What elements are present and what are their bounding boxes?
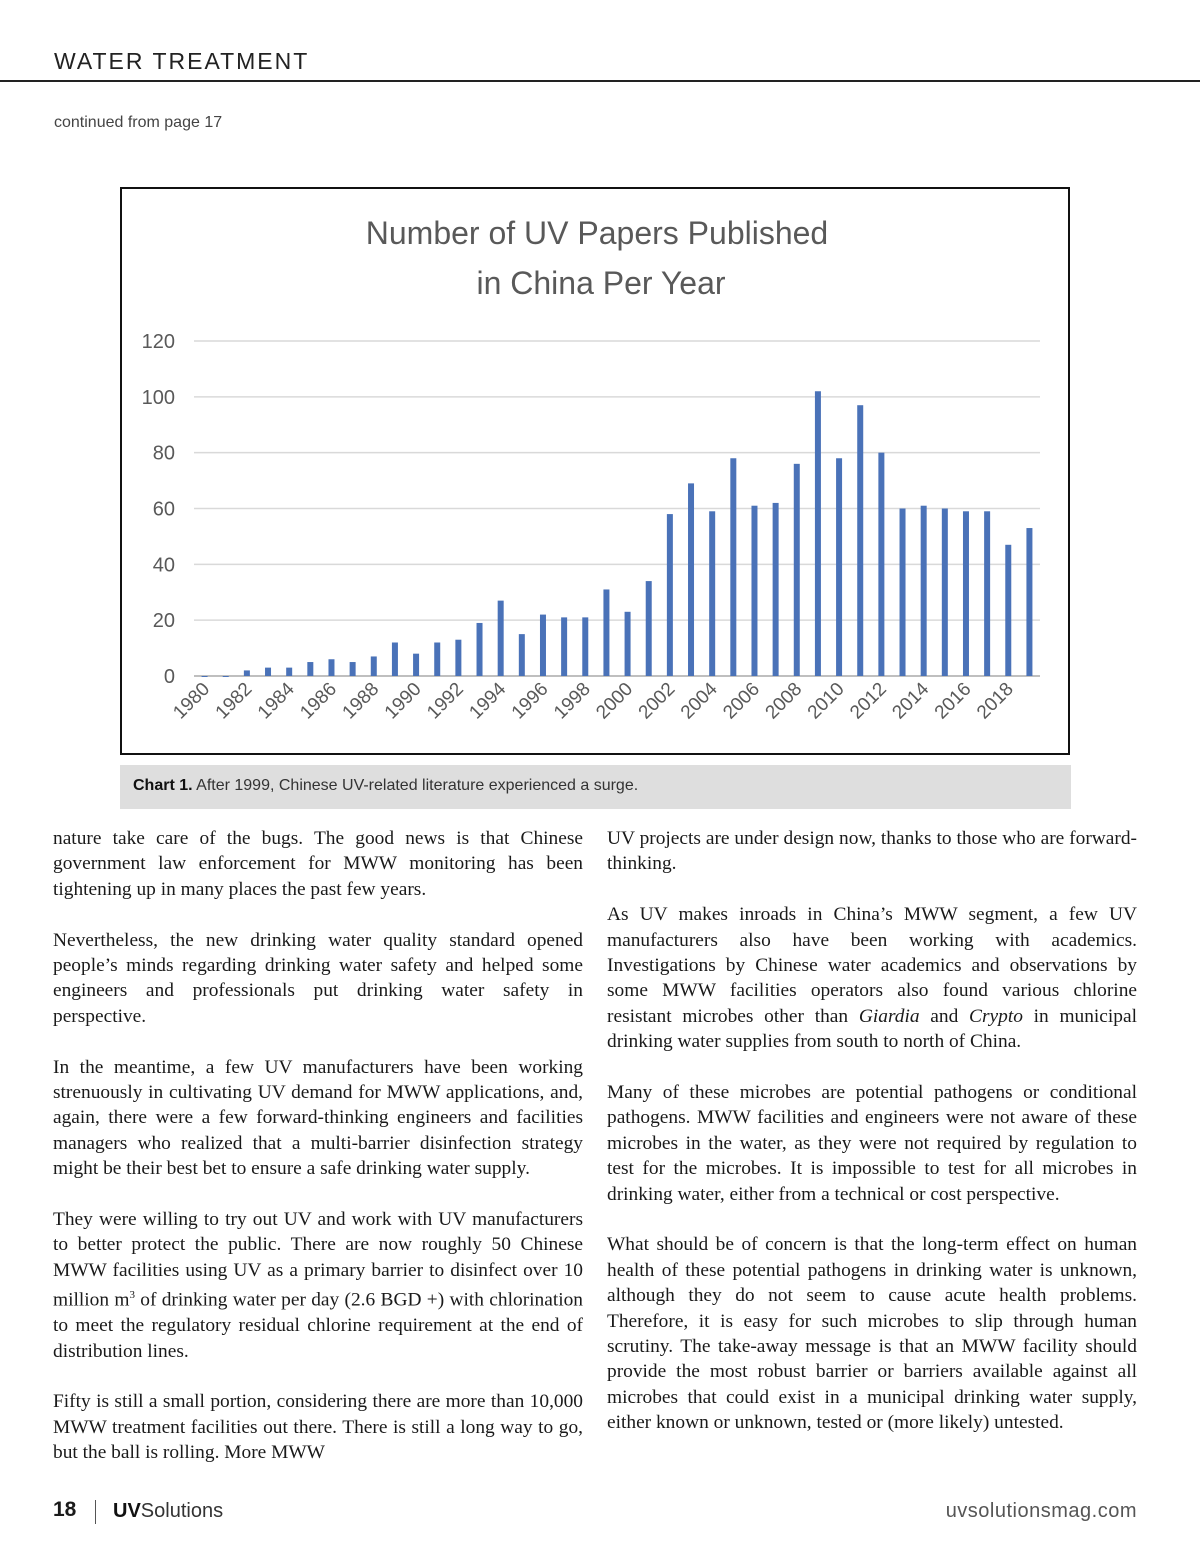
bar-1980: [202, 676, 208, 677]
bar-1993: [477, 623, 483, 676]
x-tick-label: 1988: [338, 678, 384, 724]
x-tick-label: 1990: [380, 678, 426, 724]
body-paragraph: Nevertheless, the new drinking water quality standard opened people’s minds regarding drinking water safety and helped some engineers and professionals put drinking water safety in perspective.: [53, 929, 583, 1027]
x-tick-label: 2008: [761, 678, 807, 724]
bar-1991: [434, 643, 440, 677]
x-tick-label: 2014: [888, 678, 934, 724]
body-paragraph: [53, 1207, 583, 1364]
italic-term: Giardia: [858, 1005, 920, 1027]
x-tick-label: 2006: [719, 678, 765, 724]
body-paragraph: Many of these microbes are potential pathogens or conditional pathogens. MWW facilities and engineers were not aware of these microbes in the water, as they were not required by regulation to test for the microbes. It is impossible to test for all microbes in drinking water, either from a technical or cost perspective.: [607, 1082, 1137, 1205]
x-tick-label: 1980: [169, 678, 215, 724]
y-tick-label: 80: [152, 442, 175, 465]
uv-papers-chart: [122, 189, 1068, 753]
x-tick-label: 2012: [846, 678, 891, 724]
chart-caption: [120, 765, 1071, 809]
bar-2006: [751, 506, 757, 676]
bar-2013: [900, 509, 906, 677]
bar-2004: [709, 511, 715, 676]
x-tick-label: 2004: [676, 678, 722, 724]
paragraph-text: in municipal drinking water supplies from south to north of China.: [607, 1005, 1137, 1053]
bar-2011: [857, 405, 863, 676]
bar-1992: [455, 640, 461, 676]
bar-2017: [984, 511, 990, 676]
bar-1997: [561, 617, 567, 676]
left-column: [53, 826, 583, 1491]
bar-2014: [921, 506, 927, 676]
footer-divider: [95, 1500, 96, 1524]
bar-1990: [413, 654, 419, 676]
caption-label: Chart 1.: [133, 777, 193, 794]
bar-2019: [1026, 528, 1032, 676]
bar-1985: [307, 662, 313, 676]
x-tick-label: 1984: [253, 678, 299, 724]
header-divider: [0, 80, 1200, 82]
x-tick-label: 2010: [803, 678, 849, 724]
x-tick-label: 2002: [634, 678, 680, 724]
body-paragraph: nature take care of the bugs. The good news is that Chinese government law enforcement for MWW monitoring has been tightening up in many places the past few years.: [53, 828, 583, 900]
bar-2009: [815, 391, 821, 676]
bar-2018: [1005, 545, 1011, 676]
body-paragraph: What should be of concern is that the long-term effect on human health of these potential pathogens in drinking water is unknown, although they do not seem to cause acute health problems. Therefore, it is easy for such microbes to slip through human scrutiny. The take-away message is that an MWW facility should provide the most robust barrier or barriers available against all microbes that could exist in a municipal drinking water supply, either known or unknown, tested or (more likely) untested.: [607, 1234, 1137, 1434]
x-tick-label: 2000: [592, 678, 638, 724]
x-tick-label: 1994: [465, 678, 511, 724]
bar-2015: [942, 509, 948, 677]
body-paragraph: [607, 902, 1137, 1054]
bar-2003: [688, 483, 694, 676]
bar-1984: [286, 668, 292, 676]
chart-title-line1: Number of UV Papers Published: [365, 215, 829, 251]
publication-name: [113, 1500, 223, 1523]
bar-1994: [498, 601, 504, 676]
italic-term: Crypto: [969, 1005, 1023, 1027]
bar-1988: [371, 656, 377, 676]
brand-rest: Solutions: [140, 1500, 224, 1522]
bar-2016: [963, 511, 969, 676]
bar-2005: [730, 458, 736, 676]
y-tick-label: 40: [152, 554, 175, 577]
paragraph-text: They were willing to try out UV and work with UV manufacturers to better protect the public. There are now roughly 50 Chinese MWW facilities using UV as a primary barrier to disinfect over 10 million m: [53, 1209, 583, 1311]
bar-1981: [223, 676, 229, 677]
body-paragraph: In the meantime, a few UV manufacturers have been working strenuously in cultivating UV demand for MWW applications, and, again, there were a few forward-thinking engineers and facilities managers who realized that a multi-barrier disinfection strategy might be their best bet to ensure a safe drinking water supply.: [53, 1056, 583, 1180]
bar-1989: [392, 643, 398, 677]
bar-1998: [582, 617, 588, 676]
bar-2012: [878, 453, 884, 676]
bar-1987: [350, 662, 356, 676]
x-tick-label: 2016: [930, 678, 976, 724]
right-column: [607, 826, 1137, 1461]
website-url: uvsolutionsmag.com: [945, 1500, 1137, 1522]
bar-2001: [646, 581, 652, 676]
bar-1986: [328, 659, 334, 676]
body-paragraph: Fifty is still a small portion, considering there are more than 10,000 MWW treatment facilities out there. There is still a long way to go, but the ball is rolling. More MWW: [53, 1391, 583, 1464]
chart-title-line2: in China Per Year: [476, 265, 726, 301]
y-tick-label: 100: [141, 386, 175, 409]
x-tick-label: 1996: [507, 678, 553, 724]
bar-1996: [540, 615, 546, 676]
chart-frame: [120, 187, 1070, 755]
x-tick-label: 1992: [423, 678, 468, 724]
y-tick-label: 20: [152, 610, 175, 633]
continued-note: continued from page 17: [54, 114, 223, 131]
paragraph-text: and: [919, 1005, 970, 1027]
bar-2000: [625, 612, 631, 676]
bar-1995: [519, 634, 525, 676]
bar-2010: [836, 458, 842, 676]
caption-text: After 1999, Chinese UV-related literature experienced a surge.: [192, 777, 639, 794]
bar-1999: [603, 589, 609, 676]
y-tick-label: 0: [163, 666, 175, 688]
paragraph-text: As UV makes inroads in China’s MWW segment, a few UV manufacturers also have been working with academics. Investigations by Chinese water academics and observations by some MWW facilities operators also found various chlorine resistant microbes other than: [607, 904, 1137, 1027]
paragraph-text: of drinking water per day (2.6 BGD +) with chlorination to meet the regulatory residual chlorine requirement at the end of distribution lines.: [53, 1289, 584, 1362]
x-tick-label: 1986: [296, 678, 342, 724]
superscript: 3: [129, 1289, 135, 1302]
y-tick-label: 120: [141, 331, 175, 353]
body-paragraph: UV projects are under design now, thanks to those who are forward-thinking.: [607, 828, 1137, 875]
bar-1982: [244, 670, 250, 676]
bar-1983: [265, 668, 271, 676]
brand-bold: UV: [113, 1500, 141, 1522]
y-tick-label: 60: [152, 498, 175, 521]
bar-2002: [667, 514, 673, 676]
x-tick-label: 1982: [211, 678, 257, 724]
page-number: 18: [53, 1498, 77, 1521]
section-label: WATER TREATMENT: [54, 48, 310, 74]
x-tick-label: 1998: [550, 678, 595, 724]
bar-2008: [794, 464, 800, 676]
bar-2007: [773, 503, 779, 676]
x-tick-label: 2018: [973, 678, 1018, 724]
